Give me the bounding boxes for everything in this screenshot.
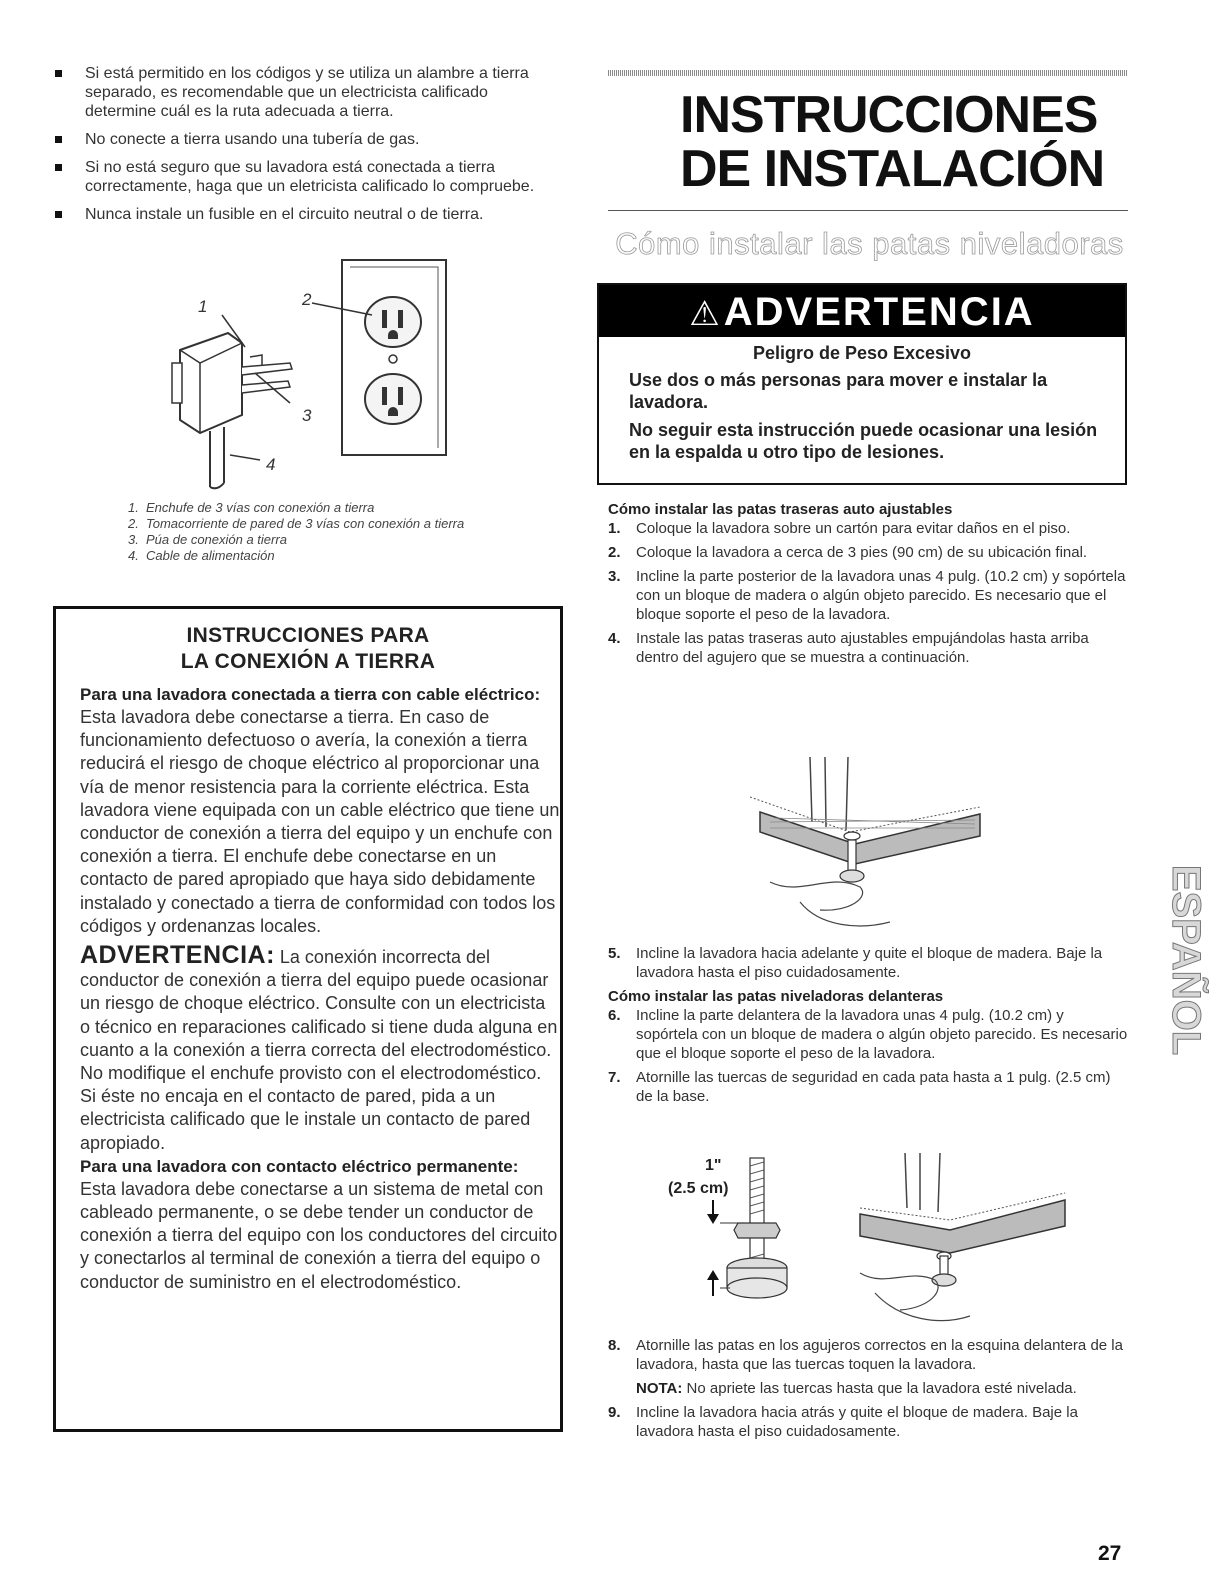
rear-legs-section: [608, 500, 1128, 672]
leveling-leg-closeup: [668, 1157, 787, 1298]
side-language-tab: [1153, 820, 1208, 1080]
step-item: 6. Incline la parte delantera de la lavadora unas 4 pulg. (10.2 cm) y sopórtela con un bloque de madera o algún objeto parecido. Es necesario que el bloque soporte el peso de la lavadora.: [608, 1007, 1128, 1062]
front-leg-illustration: [660, 1148, 1080, 1328]
grounding-title: INSTRUCCIONES PARA LA CONEXIÓN A TIERRA: [180, 624, 436, 673]
final-steps-section: [608, 1336, 1128, 1446]
front-legs-steps: [608, 1006, 1128, 1106]
permanent-connection-heading: Para una lavadora con contacto eléctrico permanente:: [80, 1156, 519, 1176]
dimension-label-cm: (2.5 cm): [668, 1180, 729, 1197]
callout-2: 2: [302, 290, 312, 309]
rear-leg-illustration: [740, 752, 990, 932]
caption-item: 1. Enchufe de 3 vías con conexión a tierra: [128, 500, 375, 515]
bullet-item: Si no está seguro que su lavadora está conectada a tierra correctamente, haga que un eletricista calificado lo compruebe.: [55, 158, 555, 196]
grounding-warning-paragraph: ADVERTENCIA: La conexión incorrecta del conductor de conexión a tierra del equipo puede ocasionar un riesgo de choque eléctrico. Consulte con un electricista o técnico en reparaciones calificado si tiene duda alguna en cuanto a la conexión a tierra correcta del electrodoméstico.: [80, 941, 558, 1060]
warning-banner: ⚠ADVERTENCIA: [599, 285, 1125, 337]
page-title: INSTRUCCIONES DE INSTALACIÓN: [680, 86, 1105, 198]
warning-line-1: Use dos o más personas para mover e instalar la lavadora.: [629, 370, 1048, 412]
warning-triangle-icon: ⚠: [689, 295, 722, 333]
rear-legs-steps: [608, 519, 1128, 667]
bullet-item: No conecte a tierra usando una tubería de gas.: [55, 130, 555, 149]
bullet-item: Si está permitido en los códigos y se utiliza un alambre a tierra separado, es recomendable que un electricista calificado determine cuál es la ruta adecuada a tierra.: [55, 64, 555, 121]
callout-3: 3: [302, 406, 312, 425]
grounding-bullet-list: [55, 64, 555, 233]
grounding-paragraph: Esta lavadora debe conectarse a tierra. En caso de funcionamiento defectuoso o avería, la conexión a tierra reducirá el riesgo de choque eléctrico al proporcionar una vía de menor resistencia para la corriente eléctrica. Esta lavadora viene equipada con un cable eléctrico que tiene un conductor de conexión a tierra del equipo y un enchufe con conexión a tierra. El enchufe debe conectarse en un contacto de pared apropiado que haya sido debidamente instalado y conectado a tierra de conformidad con todos los códigos y ordenanzas locales.: [80, 707, 560, 936]
rear-legs-heading: Cómo instalar las patas traseras auto ajustables: [608, 501, 953, 518]
washer-corner-drawing: [860, 1153, 1065, 1321]
wall-outlet-drawing: [342, 260, 446, 455]
section-title: Cómo instalar las patas niveladoras: [615, 226, 1124, 261]
callout-4: 4: [266, 455, 276, 474]
title-divider: [608, 210, 1128, 211]
warning-box: [597, 283, 1127, 485]
caption-item: 3. Púa de conexión a tierra: [128, 532, 287, 547]
caption-item: 2. Tomacorriente de pared de 3 vías con conexión a tierra: [128, 516, 465, 531]
grounding-warning-label: ADVERTENCIA:: [80, 941, 275, 970]
figure-captions: [128, 500, 528, 564]
callout-1: 1: [198, 297, 208, 316]
caption-item: 4. Cable de alimentación: [128, 548, 275, 563]
final-steps: [608, 1336, 1128, 1441]
plug-modify-paragraph: No modifique el enchufe provisto con el electrodoméstico. Si éste no encaja en el contacto de pared, pida a un electricista calificado que le instale un contacto de pared apropiado.: [80, 1063, 542, 1153]
note-label: NOTA:: [636, 1380, 683, 1397]
warning-hazard: Peligro de Peso Excesivo: [752, 343, 972, 363]
dimension-label-inch: 1": [705, 1157, 722, 1174]
front-legs-heading: Cómo instalar las patas niveladoras delanteras: [608, 988, 944, 1005]
grounding-instructions-box: [53, 606, 563, 1432]
permanent-connection-paragraph: Esta lavadora debe conectarse a un sistema de metal con cableado permanente, o se debe tender un conductor de conexión a tierra del equipo con los conductores del circuito y conectarlos al terminal de conexión a tierra del equipo o conductor de suministro en el electrodoméstico.: [80, 1178, 558, 1292]
note: NOTA: No apriete las tuercas hasta que la lavadora esté nivelada.: [636, 1380, 1077, 1397]
step-item: 5. Incline la lavadora hacia adelante y quite el bloque de madera. Baje la lavadora hasta el piso cuidadosamente.: [608, 945, 1103, 981]
step-item: 1. Coloque la lavadora sobre un cartón para evitar daños en el piso.: [608, 520, 1071, 537]
plug-outlet-illustration: [150, 255, 470, 495]
step-5-list: [608, 944, 1128, 982]
page-number: 27: [1098, 1542, 1122, 1565]
front-legs-section: [608, 944, 1128, 1111]
step-item: 7. Atornille las tuercas de seguridad en cada pata hasta a 1 pulg. (2.5 cm) de la base.: [608, 1069, 1111, 1105]
step-item: 8. Atornille las patas en los agujeros correctos en la esquina delantera de la lavadora, hasta que las tuercas toquen la lavadora. NOTA: No apriete las tuercas hasta que la lavadora esté nivelada.: [608, 1336, 1128, 1398]
dotted-top-rule: [608, 70, 1128, 76]
step-item: 4. Instale las patas traseras auto ajustables empujándolas hasta arriba dentro del agujero que se muestra a continuación.: [608, 630, 1089, 666]
cord-connected-heading: Para una lavadora conectada a tierra con cable eléctrico:: [80, 685, 541, 704]
warning-line-2: No seguir esta instrucción puede ocasionar una lesión en la espalda u otro tipo de lesiones.: [629, 420, 1098, 462]
side-language-label: ESPAÑOL: [1164, 864, 1208, 1056]
step-item: 9. Incline la lavadora hacia atrás y quite el bloque de madera. Baje la lavadora hasta el piso cuidadosamente.: [608, 1404, 1078, 1440]
bullet-item: Nunca instale un fusible en el circuito neutral o de tierra.: [55, 205, 555, 224]
step-item: 2. Coloque la lavadora a cerca de 3 pies (90 cm) de su ubicación final.: [608, 544, 1088, 561]
step-item: 3. Incline la parte posterior de la lavadora unas 4 pulg. (10.2 cm) y sopórtela con un bloque de madera o algún objeto parecido. Es necesario que el bloque soporte el peso de la lavadora.: [608, 568, 1126, 623]
